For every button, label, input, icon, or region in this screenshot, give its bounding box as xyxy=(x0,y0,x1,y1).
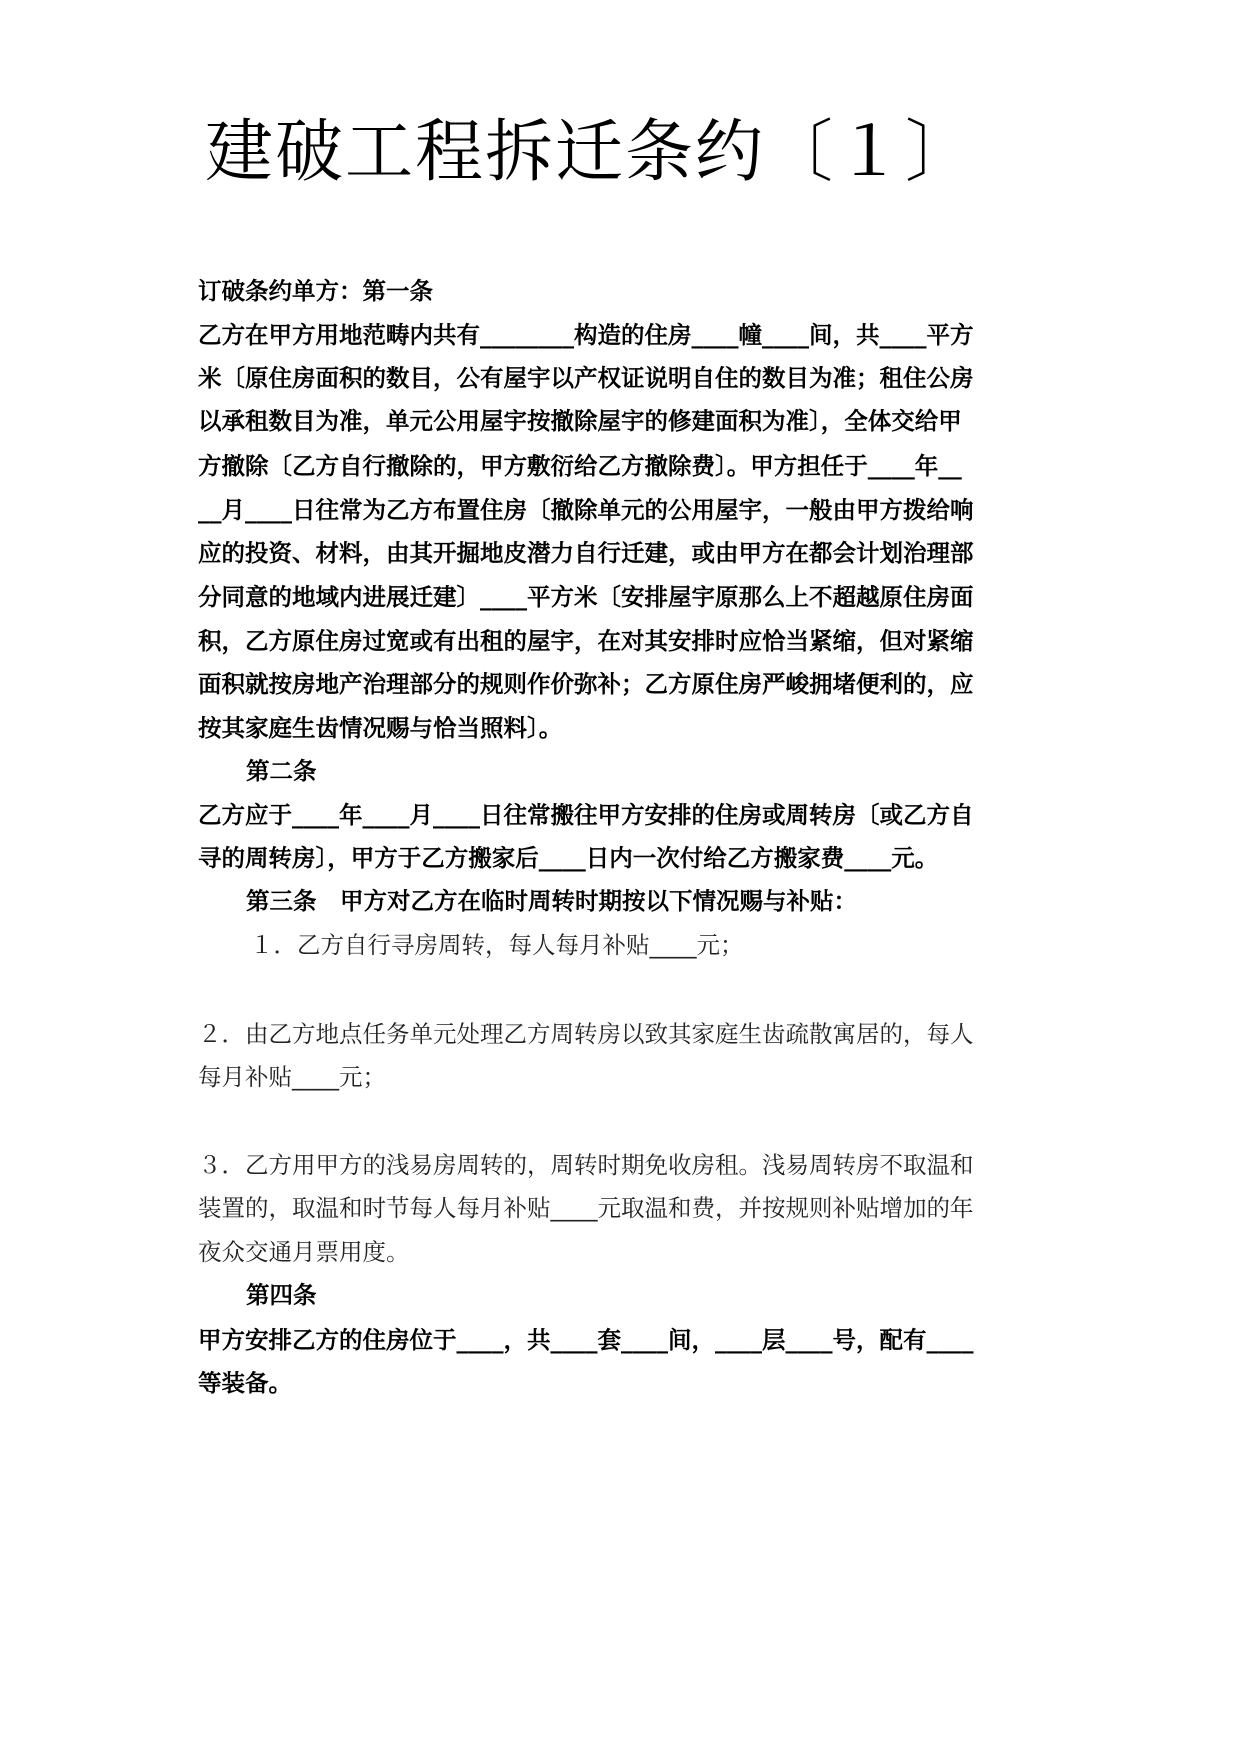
article-1-line-10: 按其家庭生齿情况赐与恰当照料〕。 xyxy=(198,714,563,742)
article-3-item-1: １．乙方自行寻房周转，每人每月补贴____元； xyxy=(250,931,744,959)
document-title: 建破工程拆迁条约〔１〕 xyxy=(205,113,976,192)
article-2-line-1: 乙方应于____年____月____日往常搬往甲方安排的住房或周转房〔或乙方自 xyxy=(198,801,974,829)
article-1-line-6: 应的投资、材料，由其开掘地皮潜力自行迁建，或由甲方在都会计划治理部 xyxy=(198,539,974,567)
article-4-line-1: 甲方安排乙方的住房位于____，共____套____间，____层____号，配有____ xyxy=(198,1326,974,1354)
article-1-line-5: __月____日往常为乙方布置住房〔撤除单元的公用屋宇，一般由甲方拨给响 xyxy=(198,496,974,524)
article-3-item-3-line-3: 夜众交通月票用度。 xyxy=(198,1238,410,1266)
article-3-item-2-line-2: 每月补贴____元； xyxy=(198,1063,386,1091)
article-2-heading: 第二条 xyxy=(246,757,317,785)
article-1-line-8: 积，乙方原住房过宽或有出租的屋宇，在对其安排时应恰当紧缩，但对紧缩 xyxy=(198,627,974,655)
article-1-line-2: 米〔原住房面积的数目，公有屋宇以产权证说明自住的数目为准；租住公房 xyxy=(198,364,974,392)
article-1-line-7: 分同意的地域内进展迁建〕____平方米〔安排屋宇原那么上不超越原住房面 xyxy=(198,583,974,611)
party-line: 订破条约单方：第一条 xyxy=(198,277,433,305)
article-1-line-3: 以承租数目为准，单元公用屋宇按撤除屋宇的修建面积为准〕，全体交给甲 xyxy=(198,407,962,435)
article-3-heading: 第三条 甲方对乙方在临时周转时期按以下情况赐与补贴： xyxy=(246,887,857,915)
article-1-line-1: 乙方在甲方用地范畴内共有________构造的住房____幢____间，共____平方 xyxy=(198,321,974,349)
article-4-heading: 第四条 xyxy=(246,1281,317,1309)
article-1-line-9: 面积就按房地产治理部分的规则作价弥补；乙方原住房严峻拥堵便利的，应 xyxy=(198,670,974,698)
article-3-item-3-line-2: 装置的，取温和时节每人每月补贴____元取温和费，并按规则补贴增加的年 xyxy=(198,1194,974,1222)
article-2-line-2: 寻的周转房〕，甲方于乙方搬家后____日内一次付给乙方搬家费____元。 xyxy=(198,844,939,872)
article-4-line-2: 等装备。 xyxy=(198,1369,292,1397)
article-3-item-2-line-1: ２．由乙方地点任务单元处理乙方周转房以致其家庭生齿疏散寓居的，每人 xyxy=(198,1020,974,1048)
article-3-item-3-line-1: ３．乙方用甲方的浅易房周转的，周转时期免收房租。浅易周转房不取温和 xyxy=(198,1151,974,1179)
article-1-line-4: 方撤除〔乙方自行撤除的，甲方敷衍给乙方撤除费〕。甲方担任于____年__ xyxy=(198,452,962,480)
